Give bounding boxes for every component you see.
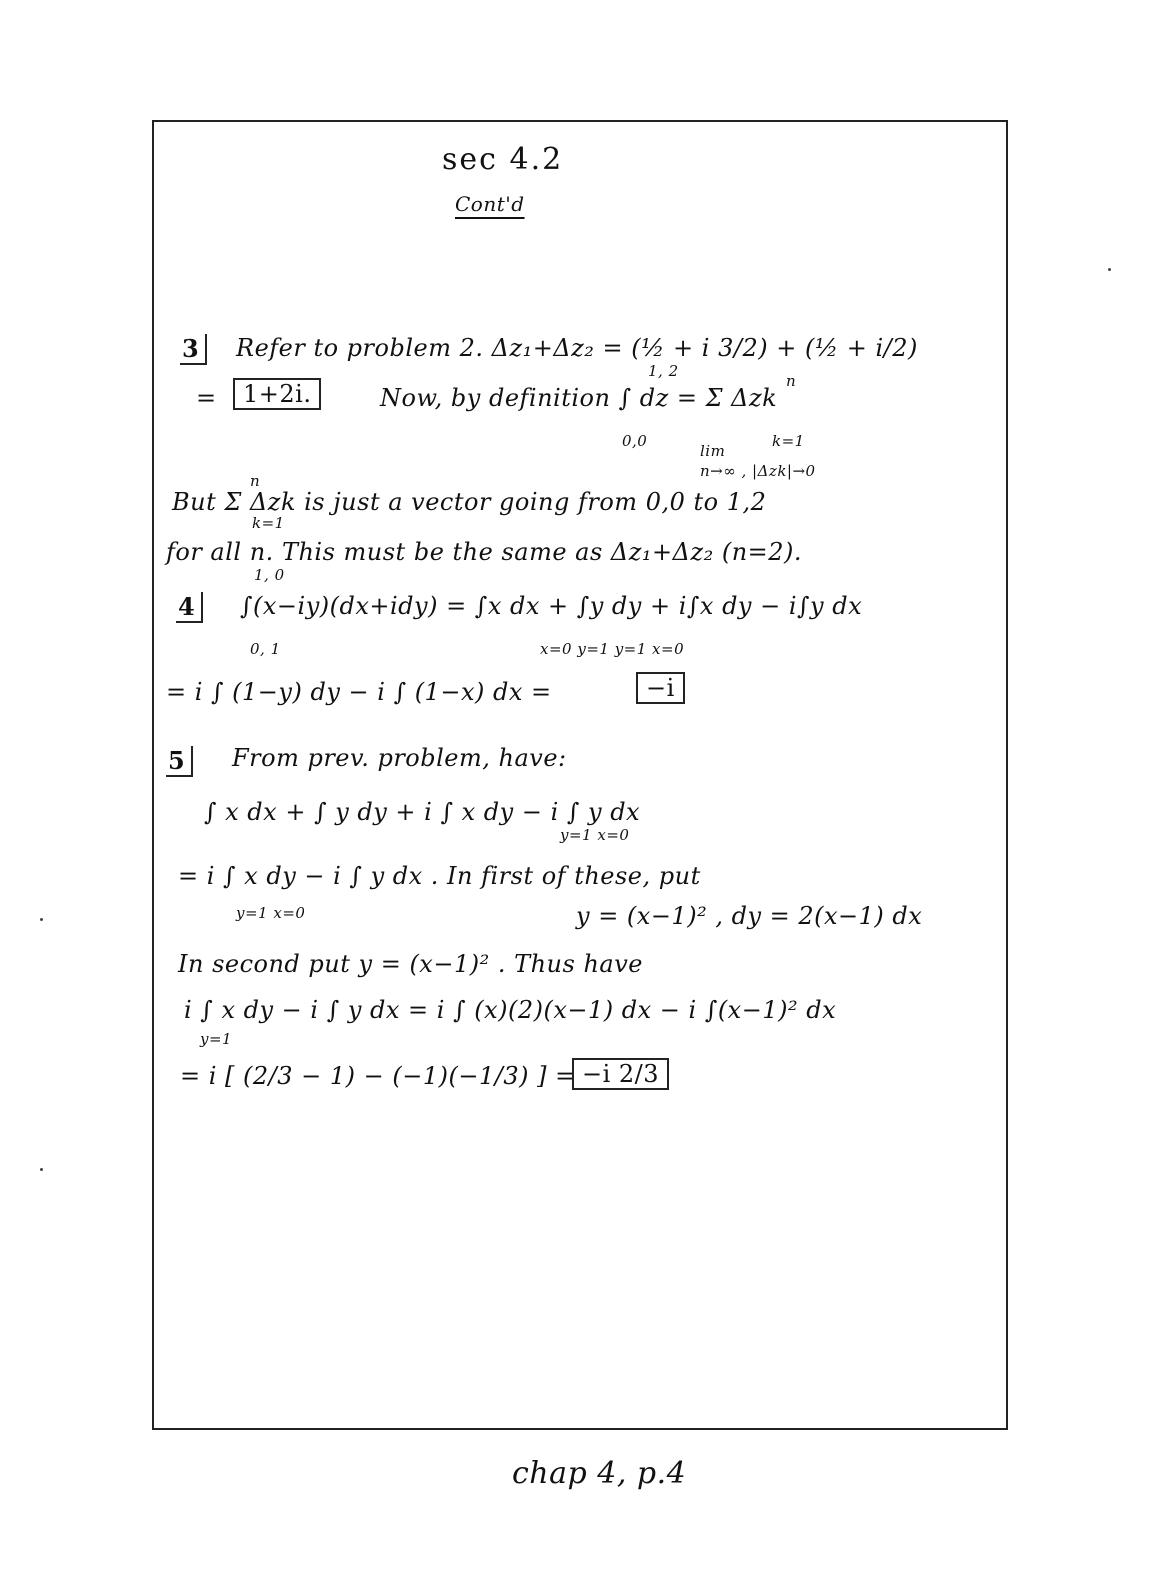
page-border [152,120,1008,1430]
problem-number: 4 [176,592,203,623]
answer-box: 1+2i. [233,378,321,410]
problem-3-line-1: Refer to problem 2. Δz₁+Δz₂ = (½ + i 3/2) + (½ + i/2) [236,334,918,362]
scan-speck [40,918,43,921]
section-subtitle: Cont'd [455,192,525,216]
problem-5-line-2: ∫ x dx + ∫ y dy + i ∫ x dy − i ∫ y dx [204,798,641,826]
limit-condition: n→∞ , |Δzk|→0 [700,462,816,480]
problem-3-equals: = [196,384,217,412]
problem-4-line-2: = i ∫ (1−y) dy − i ∫ (1−x) dx = [166,678,552,706]
problem-3-line-2: Now, by definition ∫ dz = Σ Δzk [380,384,778,412]
answer-box: −i [636,672,685,704]
problem-5-line-7: = i [ (2/3 − 1) − (−1)(−1/3) ] = [180,1062,576,1090]
problem-3-line-6: for all n. This must be the same as Δz₁+Δz₂ (n=2). [166,538,803,566]
section-heading: sec 4.2 [442,142,564,177]
problem-5-line-1: From prev. problem, have: [232,744,567,772]
problem-5-line-5: In second put y = (x−1)² . Thus have [178,950,643,978]
integral-lower-limit: 0, 1 [250,640,281,658]
problem-number: 5 [166,746,193,777]
integral-upper-limit: 1, 2 [648,362,679,380]
integral-limits-row: y=1 [200,1030,233,1048]
integral-limits-row: y=1 x=0 [560,826,630,844]
scan-speck [1108,268,1111,271]
sum-upper-index: n [250,472,261,490]
integral-limits-row: x=0 y=1 y=1 x=0 [540,640,685,658]
answer-box: −i 2/3 [572,1058,669,1090]
problem-3-line-5: But Σ Δzk is just a vector going from 0,0 to 1,2 [172,488,767,516]
problem-4-line-1: ∫(x−iy)(dx+idy) = ∫x dx + ∫y dy + i∫x dy − i∫y dx [240,592,863,620]
scan-speck [40,1168,43,1171]
integral-lower-limit: 0,0 [622,432,648,450]
sum-lower-index: k=1 [252,514,285,532]
problem-5-line-3: = i ∫ x dy − i ∫ y dx . In first of these, put [178,862,701,890]
integral-limits-row: y=1 x=0 [236,904,306,922]
problem-5-line-4: y = (x−1)² , dy = 2(x−1) dx [576,902,923,930]
page-footer: chap 4, p.4 [512,1456,687,1491]
problem-number: 3 [180,334,207,365]
integral-upper-limit: 1, 0 [254,566,285,584]
sum-upper-index: n [786,372,797,390]
sum-lower-index: k=1 [772,432,805,450]
problem-5-line-6: i ∫ x dy − i ∫ y dx = i ∫ (x)(2)(x−1) dx − i ∫(x−1)² dx [184,996,837,1024]
limit-label: lim [700,442,726,460]
